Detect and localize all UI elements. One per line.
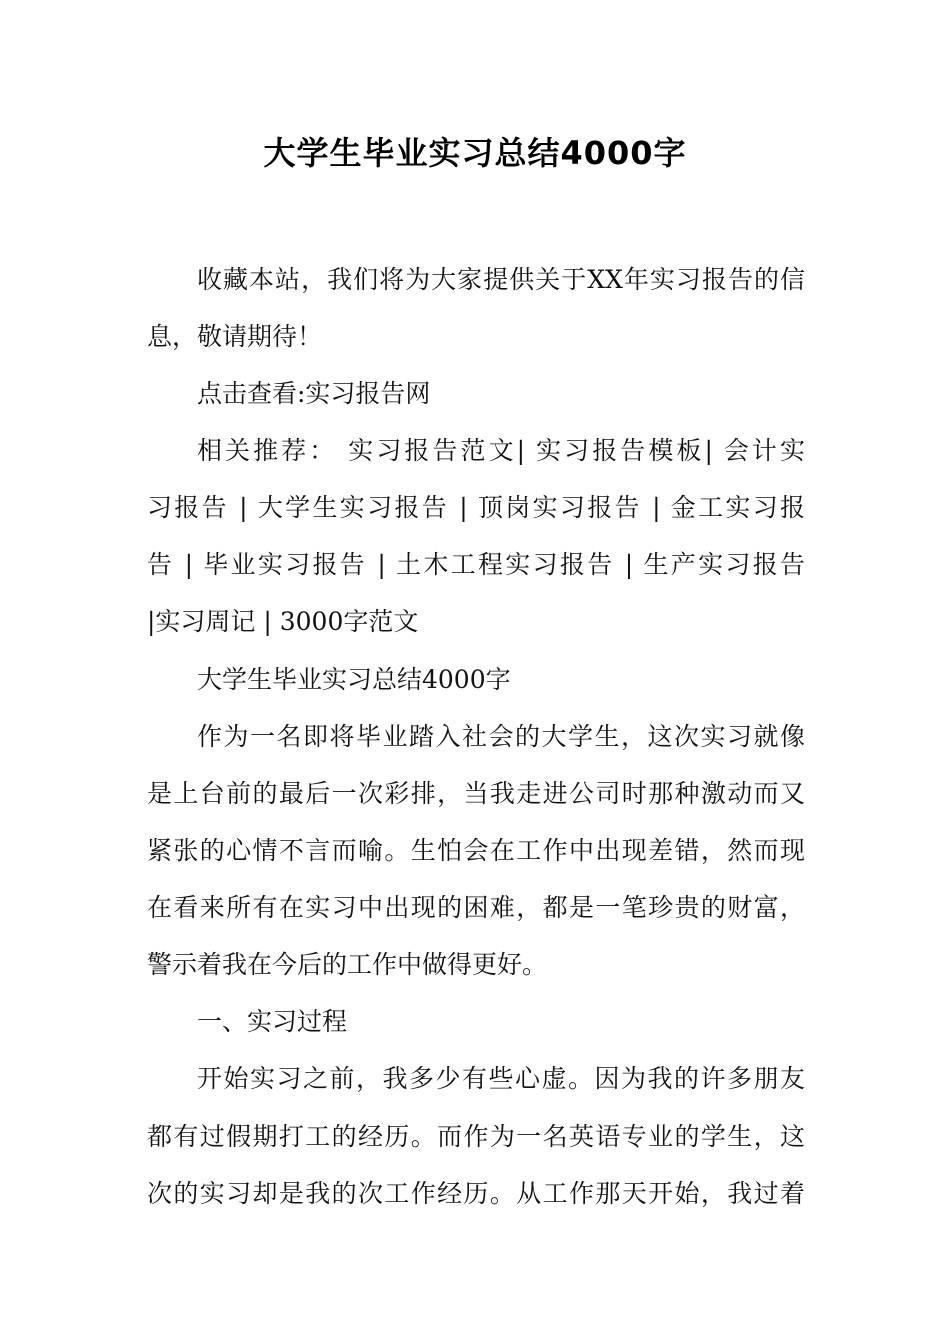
paragraph-line: 点击查看:实习报告网 xyxy=(197,379,431,408)
paragraph-line: 都有过假期打工的经历。而作为一名英语专业的学生，这 xyxy=(147,1122,805,1151)
paragraph-line: 开始实习之前，我多少有些心虚。因为我的许多朋友 xyxy=(197,1064,805,1093)
paragraph-line: 次的实习却是我的次工作经历。从工作那天开始，我过着 xyxy=(147,1179,805,1208)
paragraph-line: 紧张的心情不言而喻。生怕会在工作中出现差错，然而现 xyxy=(147,836,805,865)
paragraph-line: |实习周记 | 3000字范文 xyxy=(147,607,419,636)
paragraph-line: 大学生毕业实习总结4000字 xyxy=(197,665,511,694)
section-heading: 一、实习过程 xyxy=(197,1007,348,1036)
paragraph-line: 在看来所有在实习中出现的困难，都是一笔珍贵的财富， xyxy=(147,893,805,922)
paragraph-line: 是上台前的最后一次彩排，当我走进公司时那种激动而又 xyxy=(147,779,805,808)
paragraph-line: 习报告 | 大学生实习报告 | 顶岗实习报告 | 金工实习报 xyxy=(147,493,805,522)
paragraph-line: 警示着我在今后的工作中做得更好。 xyxy=(147,950,548,979)
paragraph-line: 收藏本站，我们将为大家提供关于XX年实习报告的信 xyxy=(197,265,805,294)
paragraph-line: 相关推荐： 实习报告范文| 实习报告模板| 会计实 xyxy=(197,436,805,465)
paragraph-line: 告 | 毕业实习报告 | 土木工程实习报告 | 生产实习报告 xyxy=(147,550,805,579)
paragraph-line: 息，敬请期待！ xyxy=(147,322,323,351)
paragraph-line: 作为一名即将毕业踏入社会的大学生，这次实习就像 xyxy=(197,722,805,751)
document-title: 大学生毕业实习总结4000字 xyxy=(263,134,687,172)
